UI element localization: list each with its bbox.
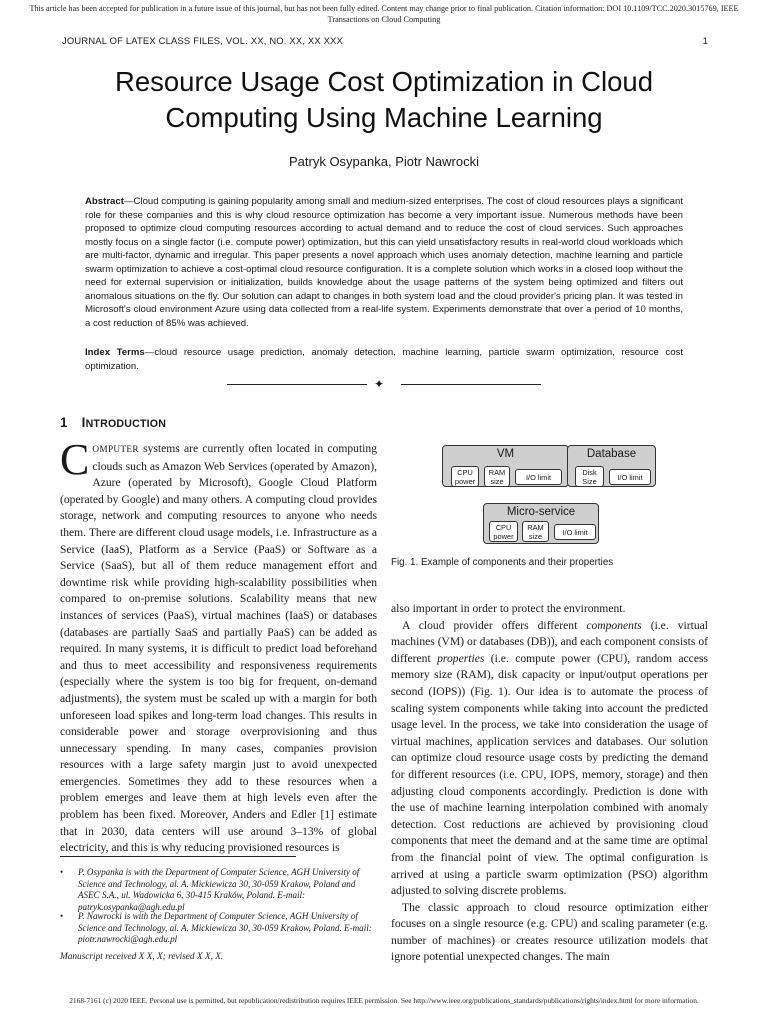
microservice-component-box [483,503,599,544]
figure-caption: Fig. 1. Example of components and their properties [391,557,614,568]
vm-cpu-property: CPU power [451,466,479,487]
database-component-box [567,445,656,487]
separator-star-icon: ✦ [374,377,385,391]
p2-text-c: (i.e. compute power (CPU), random access memory size (RAM), disk capacity or input/output operations per second (IOPS)) (Fig. 1). Our idea is to automate the process of scaling system components while taking into account the predicted usage level. In the process, we take into consideration the usage of virtual machines, application services and databases. Our solution can optimize cloud resource usage costs by predicting the demand for different resources (i.e. CPU, IOPS, memory, storage) and then adjusting cloud components accordingly. Prediction is done with the use of machine learning interpolation combined with anomaly detection. Cost reductions are achieved by provisioning cloud components that meet the demand and at the same time are optimal from the financial point of view. The optimal configuration is arrived at using a particle swarm optimization (PSO) algorithm adjusted to solving discrete problems. [391,651,708,898]
paragraph-classic-approach: The classic approach to cloud resource optimization either focuses on a single resource (e.g. CPU) and scaling parameter (e.g. number of machines) or creates resource utilization models that ignore potential unexpected changes. The main [391,900,708,964]
section-title-first: I [81,415,86,430]
figure-1-diagram [440,444,662,546]
notice-line-2: Transactions on Cloud Computing [327,15,441,24]
ms-cpu-property: CPU power [489,521,518,542]
vm-title: VM [496,448,515,460]
database-title: Database [586,448,637,460]
p2-emphasis-components: components [586,618,642,632]
section-title-rest: NTRODUCTION [85,418,167,430]
title-line-1: Resource Usage Cost Optimization in Cloud [114,66,654,97]
footnote-text: P. Osypanka is with the Department of Computer Science, AGH University of Science and Technology, al. A. Mickiewicza 30, 30-059 Krakow, Poland and ASEC S.A., ul. Wadowicka 6, 30-415 Kraków, Poland. E-mail: patryk.osypanka@agh.edu.pl [78,867,360,913]
p2-emphasis-properties: properties [437,651,485,665]
index-terms-text: —cloud resource usage prediction, anomaly detection, machine learning, particle swarm optimization, resource cost optimization. [85,347,683,372]
separator-line-left [227,384,367,385]
vm-component-box [442,445,569,487]
footnote-bullet: • [60,911,64,921]
title-line-2: Computing Using Machine Learning [165,102,603,133]
notice-line-1: This article has been accepted for publication in a future issue of this journal, but has not been fully edited. Content may change prior to final publication. Citation information: DOI 10.1109/TCC.2020.3015769, IEEE [29,4,739,13]
page-number: 1 [702,35,708,46]
index-terms [85,346,683,373]
copyright-footer: 2168-7161 (c) 2020 IEEE. Personal use is permitted, but republication/redistribution requires IEEE permission. See http://www.ieee.org/publications_standards/publications/rights/index.html for more information. [69,996,699,1005]
manuscript-dates: Manuscript received X X, X; revised X X, X. [60,952,224,962]
paragraph-components [391,618,708,900]
vm-io-property: I/O limit [515,469,562,485]
publication-notice [0,3,768,25]
microservice-title: Micro-service [506,506,576,518]
footnote-rule [60,856,296,857]
section-separator [227,377,541,391]
running-head [62,35,708,46]
footnote-text: P. Nawrocki is with the Department of Computer Science, AGH University of Science and Technology, al. A. Mickiewicza 30, 30-059 Krakow, Poland. E-mail: piotr.nawrocki@agh.edu.pl [78,911,372,945]
footnote-affiliation-2 [60,911,377,946]
p2-text-b: (i.e. virtual machines (VM) or databases (DB)), and each component consists of different [391,618,708,665]
journal-name: JOURNAL OF LATEX CLASS FILES, VOL. XX, NO. XX, XX XXX [62,35,343,46]
index-terms-label: Index Terms [85,347,145,358]
intro-body-left [60,435,377,857]
section-heading [60,415,166,430]
ms-io-property: I/O limit [554,524,596,540]
footnote-bullet: • [60,867,64,877]
intro-body-right [391,601,708,966]
db-disk-property: Disk Size [575,466,604,487]
intro-text: systems are currently often located in computing clouds such as Amazon Web Services (operated by Amazon), Azure (operated by Microsoft), Google Cloud Platform (operated by Google) and many others. A computing cloud provides storage, network and computing resources to anyone who needs them. There are different cloud usage models, i.e. Infrastructure as a Service (IaaS), Platform as a Service (PaaS) or Software as a Service (SaaS), but all of them reduce management effort and downtime risk while providing high-scalability possibilities when compared to on-premise solutions. Scalability means that new instances of services (PaaS), virtual machines (IaaS) or databases (databases are partially SaaS and partially PaaS) can be added as required. In many systems, it is difficult to predict load beforehand and thus to meet accessibility and responsiveness requirements (especially where the system is too big for frequent, on-demand adjustments), the system must be scaled up with a margin for both unforeseen load spikes and long-term load changes. This results in considerable power and storage overprovisioning and thus unnecessary spending. In many cases, companies provision resources with a large safety margin just to avoid unexpected emergencies. Sometimes they add to these resources when a problem emerges and leave them at high levels even after the problem has been fixed. Moreover, Anders and Edler [1] estimate that in 2030, data centers will use around 3–13% of global electricity, and this is why reducing provisioned resources is [60,442,377,855]
ms-ram-property: RAM size [522,521,549,542]
vm-ram-property: RAM size [484,466,510,487]
separator-line-right [401,384,541,385]
abstract-label: Abstract [85,196,124,207]
drop-cap: C [60,435,90,484]
authors: Patryk Osypanka, Piotr Nawrocki [288,154,479,169]
footnote-affiliation-1 [60,867,377,914]
abstract [85,195,683,330]
paragraph-continuation: also important in order to protect the environment. [391,602,626,615]
abstract-text: —Cloud computing is gaining popularity among small and medium-sized enterprises. The cost of cloud resources plays a significant role for these companies and this is why cloud resource optimization has become a very important issue. Numerous methods have been proposed to optimize cloud computing resources according to actual demand and to reduce the cost of cloud services. Such approaches mostly focus on a single factor (i.e. compute power) optimization, but this can yield unsatisfactory results in real-world cloud workloads which are multi-factor, dynamic and irregular. This paper presents a novel approach which uses anomaly detection, machine learning and particle swarm optimization to achieve a cost-optimal cloud resource configuration. It is a complete solution which works in a closed loop without the need for external supervision or initialization, builds knowledge about the usage patterns of the system being optimized and filters out anomalous situations on the fly. Our solution can adapt to changes in both system load and the cloud provider's pricing plan. It was tested in Microsoft's cloud environment Azure using data collected from a real-life system. Experiments demonstrate that over a period of 10 months, a cost reduction of 85% was achieved. [85,196,683,329]
db-io-property: I/O limit [609,469,651,485]
section-number: 1 [60,415,68,430]
intro-small-caps: OMPUTER [92,445,139,455]
p2-text-a: A cloud provider offers different [402,618,587,632]
paper-title [40,64,728,136]
